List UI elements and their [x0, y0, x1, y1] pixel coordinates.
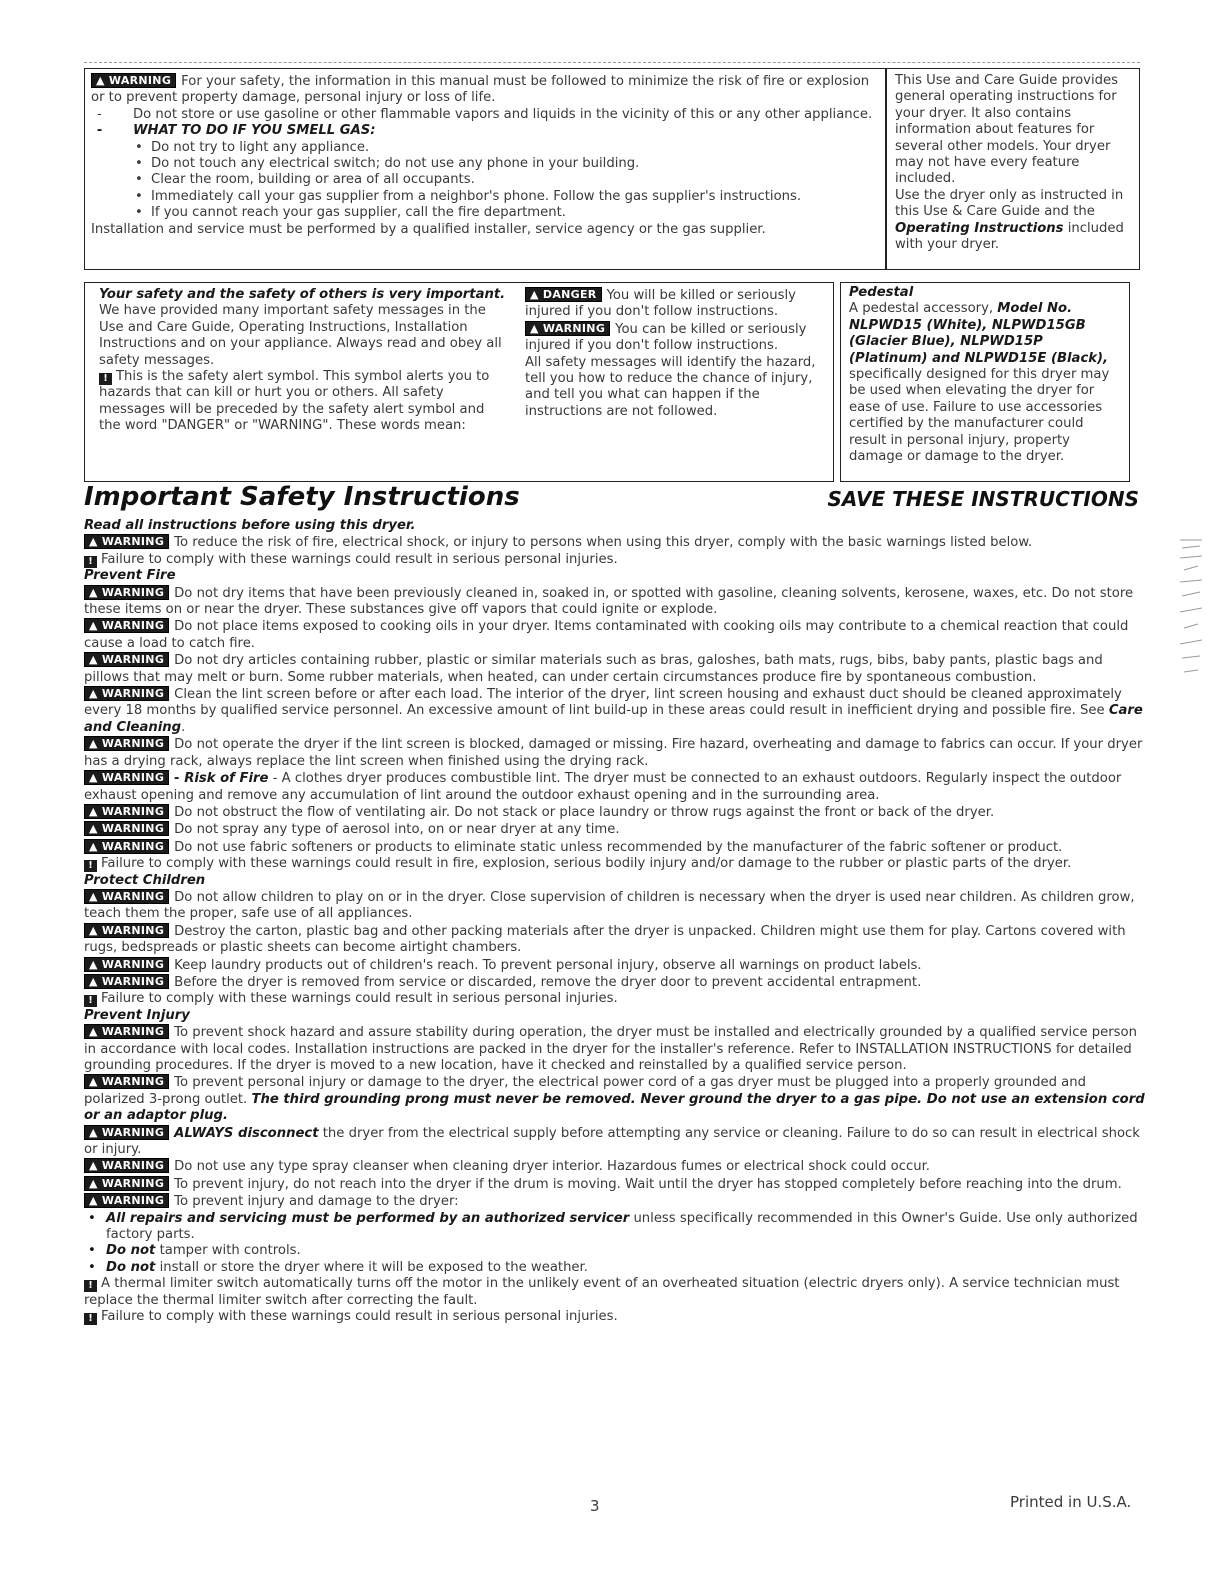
gas-footer: Installation and service must be performed by a qualified installer, service agency or the gas supplier.: [91, 221, 766, 237]
safety-text: We have provided many important safety messages in the Use and Care Guide, Operating Instructions, Installation Instructions and on your appliance. Always read and obey all safety messages.: [99, 303, 502, 368]
safety-symbol-text: ! This is the safety alert symbol. This symbol alerts you to hazards that can kill or hurt you or others. All safety messages will be preceded by the safety alert symbol and the word "DANGER" or "WARNING". These words mean:: [99, 369, 490, 434]
warning-item: ▲ WARNING Do not dry items that have been previously cleaned in, soaked in, or spotted with gasoline, cleaning solvents, kerosene, waxes, etc. Do not store these items on or near the dryer. These substances give off vapors that could ignite or explode.: [84, 585, 1134, 618]
danger-definition: ▲ DANGER You will be killed or seriously injured if you don't follow instructions.: [525, 288, 796, 320]
edge-decoration: [1176, 536, 1206, 686]
warning-badge: ▲ WARNING: [525, 321, 610, 336]
warning-item: ▲ WARNING Before the dryer is removed from service or discarded, remove the dryer door to prevent accidental entrapment.: [84, 974, 1146, 991]
warning-item: ▲ WARNING Destroy the carton, plastic bag and other packing materials after the dryer is unpacked. Children might use them for play. Cartons covered with rugs, bedspreads or plastic sheets can become airtight chambers.: [84, 923, 1126, 956]
gas-step: • Immediately call your gas supplier from a neighbor's phone. Follow the gas supplier's instructions.: [91, 189, 879, 205]
warning-item: ▲ WARNING To prevent personal injury or damage to the dryer, the electrical power cord of a gas dryer must be plugged into a properly grounded and polarized 3-prong outlet. The third grounding prong must never be removed. Never ground the dryer to a gas pipe. Do not use an extension cord or an adaptor plug.: [84, 1075, 1145, 1124]
warning-item: ▲ WARNING Do not use any type spray cleanser when cleaning dryer interior. Hazardous fumes or electrical shock could occur.: [84, 1158, 1146, 1175]
prevent-fire-heading: Prevent Fire: [84, 568, 176, 584]
warning-item: ▲ WARNING To prevent injury, do not reach into the dryer if the drum is moving. Wait until the dryer has stopped completely before reaching into the drum.: [84, 1176, 1146, 1193]
danger-badge: ▲ DANGER: [525, 287, 602, 302]
gas-step: • Do not touch any electrical switch; do not use any phone in your building.: [91, 156, 879, 172]
bullet-item: • All repairs and servicing must be performed by an authorized servicer unless specifically recommended in this Owner's Guide. Use only authorized factory parts.: [84, 1211, 1146, 1244]
warning-item: ▲ WARNING - Risk of Fire - A clothes dryer produces combustible lint. The dryer must be connected to an exhaust outdoors. Regularly inspect the outdoor exhaust opening and remove any accumulation of lint around the outdoor exhaust opening and in the surrounding area.: [84, 771, 1122, 803]
pedestal-heading: Pedestal: [849, 285, 914, 300]
pedestal-box: [840, 282, 1130, 482]
pedestal-text: A pedestal accessory, Model No. NLPWD15 (White), NLPWD15GB (Glacier Blue), NLPWD15P (Platinum) and NLPWD15E (Black), specifically designed for this dryer may be used when elevating the dryer for ease of use. Failure to use accessories certified by the manufacturer could result in personal injury, property damage or damage to the dryer.: [849, 301, 1110, 465]
warning-item: ▲ WARNING To reduce the risk of fire, electrical shock, or injury to persons when using this dryer, comply with the basic warnings listed below.: [84, 534, 1146, 551]
warning-badge: ▲ WARNING: [91, 73, 176, 88]
protect-children-heading: Protect Children: [84, 872, 206, 888]
gas-warning-box: [84, 68, 886, 270]
safety-alert-icon: !: [99, 373, 112, 385]
guide-text: This Use and Care Guide provides general operating instructions for your dryer. It also contains information about features for several other models. Your dryer may not have every feature included.: [895, 73, 1119, 187]
instructions-body: [84, 518, 1146, 1326]
warning-item: ▲ WARNING Do not spray any type of aerosol into, on or near dryer at any time.: [84, 821, 1146, 838]
gas-step: • If you cannot reach your gas supplier, call the fire department.: [91, 205, 879, 221]
failure-note: ! Failure to comply with these warnings could result in fire, explosion, serious bodily injury and/or damage to the rubber or plastic parts of the dryer.: [84, 856, 1146, 872]
save-instructions-title: SAVE THESE INSTRUCTIONS: [827, 487, 1139, 511]
warning-item: ▲ WARNING Do not dry articles containing rubber, plastic or similar materials such as bras, galoshes, bath mats, rugs, bibs, baby pants, plastic bags and pillows that may melt or burn. Some rubber materials, when heated, can under certain circumstances produce fire by spontaneous combustion.: [84, 653, 1103, 685]
warning-item: ▲ WARNING Do not allow children to play on or in the dryer. Close supervision of children is necessary when the dryer is used near children. As children grow, teach them the proper, safe use of all appliances.: [84, 889, 1135, 922]
thermal-note: ! A thermal limiter switch automatically turns off the motor in the unlikely event of an overheated situation (electric dryers only). A service technician must replace the thermal limiter switch after correcting the fault.: [84, 1276, 1120, 1308]
warning-item: ▲ WARNING Clean the lint screen before or after each load. The interior of the dryer, lint screen housing and exhaust duct should be cleaned approximately every 18 months by qualified service personnel. An excessive amount of lint build-up in these areas could result in inefficient drying and possible fire. See Care and Cleaning.: [84, 687, 1143, 735]
prevent-injury-heading: Prevent Injury: [84, 1007, 190, 1023]
warning-item: ▲ WARNING To prevent shock hazard and assure stability during operation, the dryer must be installed and electrically grounded by a qualified service person in accordance with local codes. Installation instructions are packed in the dryer for the installer's reference. Refer to INSTALLATION INSTRUCTIONS for detailed grounding procedures. If the dryer is moved to a new location, have it checked and reinstalled by a qualified service person.: [84, 1025, 1137, 1073]
failure-note: ! Failure to comply with these warnings could result in serious personal injuries.: [84, 552, 1146, 568]
printed-in-label: Printed in U.S.A.: [1010, 1493, 1132, 1511]
warning-item: ▲ WARNING Do not obstruct the flow of ventilating air. Do not stack or place laundry or throw rugs against the front or back of the dryer.: [84, 804, 1146, 821]
safety-heading: Your safety and the safety of others is very important.: [99, 287, 506, 302]
bullet-item: • Do not install or store the dryer where it will be exposed to the weather.: [84, 1260, 1146, 1276]
warning-item: ▲ WARNING ALWAYS disconnect the dryer from the electrical supply before attempting any service or cleaning. Failure to do so can result in electrical shock or injury.: [84, 1125, 1140, 1158]
gas-heading: - WHAT TO DO IF YOU SMELL GAS:: [91, 123, 879, 139]
read-all-heading: Read all instructions before using this dryer.: [84, 518, 416, 533]
page-title: Important Safety Instructions: [84, 482, 520, 512]
top-rule: [84, 62, 1140, 63]
gas-step: • Clear the room, building or area of all occupants.: [91, 172, 879, 188]
warning-item: ▲ WARNING Keep laundry products out of children's reach. To prevent personal injury, observe all warnings on product labels.: [84, 957, 1146, 974]
warning-item: ▲ WARNING Do not place items exposed to cooking oils in your dryer. Items contaminated with cooking oils may contribute to a chemical reaction that could cause a load to catch fire.: [84, 619, 1129, 651]
gas-warning-intro: For your safety, the information in this manual must be followed to minimize the risk of fire or explosion or to prevent property damage, personal injury or loss of life.: [91, 74, 870, 106]
warning-item: ▲ WARNING To prevent injury and damage to the dryer:: [84, 1193, 1146, 1210]
bullet-item: • Do not tamper with controls.: [84, 1243, 1146, 1259]
warning-item: ▲ WARNING Do not use fabric softeners or products to eliminate static unless recommended by the manufacturer of the fabric softener or product.: [84, 839, 1146, 856]
warning-item: ▲ WARNING Do not operate the dryer if the lint screen is blocked, damaged or missing. Fire hazard, overheating and damage to fabrics can occur. If your dryer has a drying rack, always replace the lint screen when finished using the drying rack.: [84, 737, 1143, 769]
safety-box: [84, 282, 834, 482]
safety-messages-text: All safety messages will identify the hazard, tell you how to reduce the chance of injury, and tell you what can happen if the instructions are not followed.: [525, 354, 816, 419]
flammable-item: - Do not store or use gasoline or other flammable vapors and liquids in the vicinity of this or any other appliance.: [91, 107, 879, 123]
guide-box: [886, 68, 1140, 270]
failure-note: ! Failure to comply with these warnings could result in serious personal injuries.: [84, 1309, 1146, 1325]
gas-step: • Do not try to light any appliance.: [91, 140, 879, 156]
page-number: 3: [590, 1497, 600, 1515]
guide-instructions: Use the dryer only as instructed in this Use & Care Guide and the Operating Instructions included with your dryer.: [895, 187, 1124, 253]
warning-definition: ▲ WARNING You can be killed or seriously injured if you don't follow instructions.: [525, 321, 807, 354]
failure-note: ! Failure to comply with these warnings could result in serious personal injuries.: [84, 991, 1146, 1007]
